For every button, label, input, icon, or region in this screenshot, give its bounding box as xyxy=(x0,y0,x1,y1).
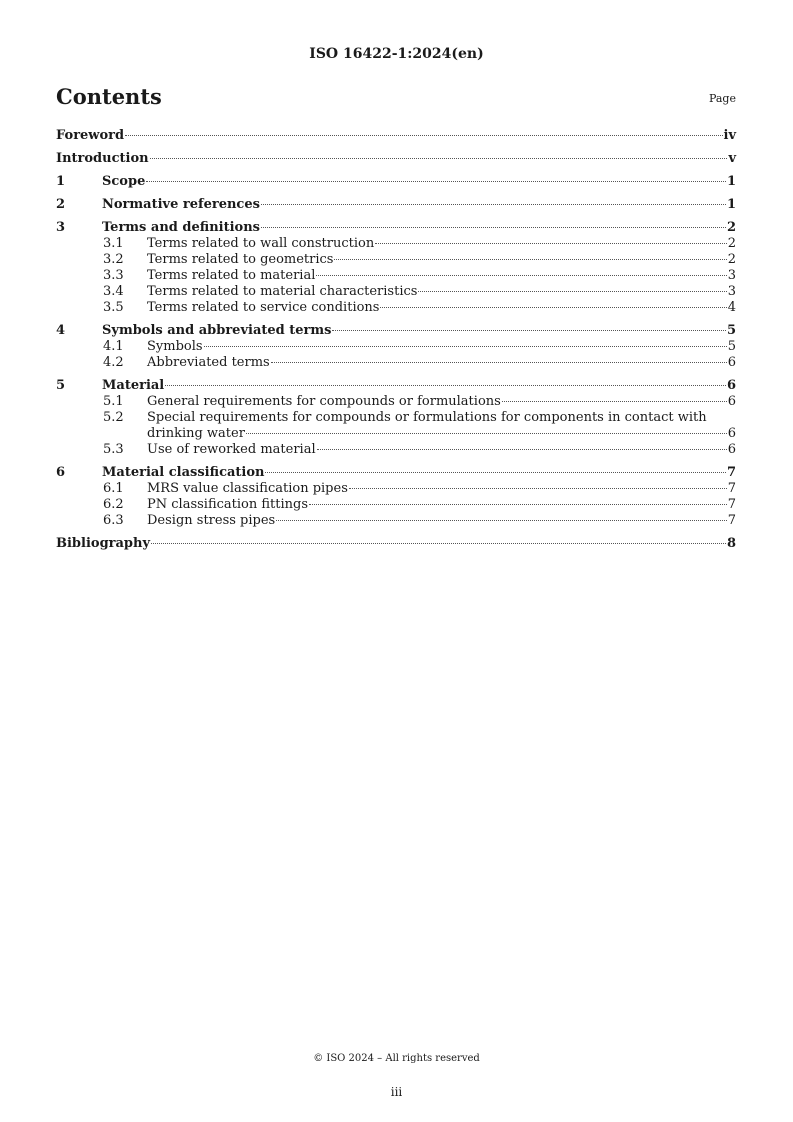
toc-entry-6-2[interactable] xyxy=(56,497,736,513)
dot-leader xyxy=(375,243,726,244)
dot-leader xyxy=(261,204,726,205)
toc-entry-page: 1 xyxy=(726,197,736,212)
toc-entry-number: 3.2 xyxy=(103,252,124,267)
toc-entry-number: 3.5 xyxy=(103,300,124,315)
toc-entry-page: 7 xyxy=(727,497,736,512)
dot-leader xyxy=(204,346,727,347)
toc-entry-page: 3 xyxy=(727,268,736,283)
toc-entry-label: Symbols and abbreviated terms xyxy=(102,323,332,338)
toc-entry-page: 6 xyxy=(727,394,736,409)
dot-leader xyxy=(125,135,722,136)
toc-entry-normative-references[interactable] xyxy=(56,197,736,213)
toc-entry-label: PN classification fittings xyxy=(147,497,309,512)
toc-entry-number: 4.2 xyxy=(103,355,124,370)
toc-entry-label: Terms related to wall construction xyxy=(147,236,375,251)
toc-entry-number: 6.1 xyxy=(103,481,124,496)
toc-entry-label: Abbreviated terms xyxy=(147,355,270,370)
toc-entry-foreword[interactable] xyxy=(56,128,736,144)
toc-entry-number: 2 xyxy=(56,197,66,212)
dot-leader xyxy=(316,275,726,276)
toc-entry-page: 7 xyxy=(726,465,736,480)
dot-leader xyxy=(261,227,726,228)
toc-entry-5-3[interactable] xyxy=(56,442,736,458)
toc-entry-label: Material xyxy=(102,378,165,393)
toc-entry-page: 7 xyxy=(727,481,736,496)
toc-entry-label: Use of reworked material xyxy=(147,442,316,457)
toc-entry-scope[interactable] xyxy=(56,174,736,190)
dot-leader xyxy=(332,330,725,331)
toc-entry-label-line2: drinking water xyxy=(147,426,245,441)
table-of-contents xyxy=(56,128,736,552)
toc-entry-label: Terms related to geometrics xyxy=(147,252,334,267)
toc-entry-symbols-and-abbreviated-terms[interactable] xyxy=(56,323,736,339)
dot-leader xyxy=(265,472,725,473)
dot-leader xyxy=(151,543,726,544)
toc-entry-number: 4 xyxy=(56,323,66,338)
toc-entry-3-3[interactable] xyxy=(56,268,736,284)
toc-entry-introduction[interactable] xyxy=(56,151,736,167)
toc-entry-label: Foreword xyxy=(56,128,125,143)
toc-entry-number: 6.2 xyxy=(103,497,124,512)
toc-entry-number: 6 xyxy=(56,465,66,480)
toc-entry-label: Scope xyxy=(102,174,146,189)
toc-entry-number: 5.2 xyxy=(103,410,124,425)
toc-entry-5-1[interactable] xyxy=(56,394,736,410)
toc-entry-number: 3.1 xyxy=(103,236,124,251)
toc-entry-page: 4 xyxy=(727,300,736,315)
toc-entry-6-1[interactable] xyxy=(56,481,736,497)
toc-entry-label: Normative references xyxy=(102,197,260,212)
toc-entry-page: 2 xyxy=(726,220,736,235)
toc-entry-3-2[interactable] xyxy=(56,252,736,268)
toc-entry-material-classification[interactable] xyxy=(56,465,736,481)
toc-entry-3-1[interactable] xyxy=(56,236,736,252)
toc-entry-label: Symbols xyxy=(147,339,203,354)
dot-leader xyxy=(334,259,726,260)
copyright-notice: © ISO 2024 – All rights reserved xyxy=(313,1053,480,1064)
toc-entry-label: General requirements for compounds or formulations xyxy=(147,394,501,409)
toc-entry-label: Introduction xyxy=(56,151,149,166)
dot-leader xyxy=(349,488,727,489)
toc-entry-number: 3.4 xyxy=(103,284,124,299)
toc-entry-number: 3.3 xyxy=(103,268,124,283)
toc-entry-label: Bibliography xyxy=(56,536,151,551)
dot-leader xyxy=(271,362,727,363)
dot-leader xyxy=(150,158,728,159)
toc-entry-page: 7 xyxy=(727,513,736,528)
toc-entry-number: 5.3 xyxy=(103,442,124,457)
toc-entry-3-5[interactable] xyxy=(56,300,736,316)
dot-leader xyxy=(502,401,727,402)
toc-entry-page: 3 xyxy=(727,284,736,299)
toc-entry-label: Material classification xyxy=(102,465,265,480)
dot-leader xyxy=(317,449,727,450)
page-title: Contents xyxy=(56,84,162,109)
toc-entry-page: 2 xyxy=(727,236,736,251)
toc-entry-number: 5 xyxy=(56,378,66,393)
toc-entry-page: 6 xyxy=(726,378,736,393)
toc-entry-page: 6 xyxy=(727,442,736,457)
toc-entry-page: v xyxy=(728,151,736,166)
toc-entry-number: 1 xyxy=(56,174,66,189)
dot-leader xyxy=(380,307,726,308)
toc-entry-page: 5 xyxy=(727,339,736,354)
toc-entry-page: 2 xyxy=(727,252,736,267)
toc-entry-label: Terms related to material xyxy=(147,268,316,283)
toc-entry-5-2[interactable] xyxy=(56,410,736,442)
toc-entry-4-1[interactable] xyxy=(56,339,736,355)
toc-entry-label: Terms and definitions xyxy=(102,220,260,235)
toc-entry-label: MRS value classification pipes xyxy=(147,481,348,496)
toc-entry-material[interactable] xyxy=(56,378,736,394)
toc-entry-number: 6.3 xyxy=(103,513,124,528)
dot-leader xyxy=(246,433,727,434)
toc-entry-page: 6 xyxy=(727,355,736,370)
toc-entry-number: 4.1 xyxy=(103,339,124,354)
document-id: ISO 16422-1:2024(en) xyxy=(309,46,484,62)
toc-entry-page: 1 xyxy=(726,174,736,189)
dot-leader xyxy=(276,520,727,521)
toc-entry-label: Terms related to service conditions xyxy=(147,300,380,315)
toc-entry-label-line1: Special requirements for compounds or formulations for components in contact with xyxy=(147,410,707,425)
page-column-label: Page xyxy=(708,92,736,105)
toc-entry-number: 5.1 xyxy=(103,394,124,409)
toc-entry-label: Design stress pipes xyxy=(147,513,276,528)
toc-entry-bibliography[interactable] xyxy=(56,536,736,552)
toc-entry-page: 8 xyxy=(726,536,736,551)
dot-leader xyxy=(146,181,726,182)
toc-entry-terms-and-definitions[interactable] xyxy=(56,220,736,236)
toc-entry-page: 6 xyxy=(727,426,736,441)
page-number: iii xyxy=(390,1085,403,1099)
toc-entry-4-2[interactable] xyxy=(56,355,736,371)
toc-entry-page: 5 xyxy=(726,323,736,338)
toc-entry-label: Terms related to material characteristics xyxy=(147,284,418,299)
toc-entry-3-4[interactable] xyxy=(56,284,736,300)
dot-leader xyxy=(309,504,727,505)
dot-leader xyxy=(165,385,726,386)
toc-entry-number: 3 xyxy=(56,220,66,235)
toc-entry-page: iv xyxy=(723,128,736,143)
toc-entry-6-3[interactable] xyxy=(56,513,736,529)
dot-leader xyxy=(418,291,726,292)
